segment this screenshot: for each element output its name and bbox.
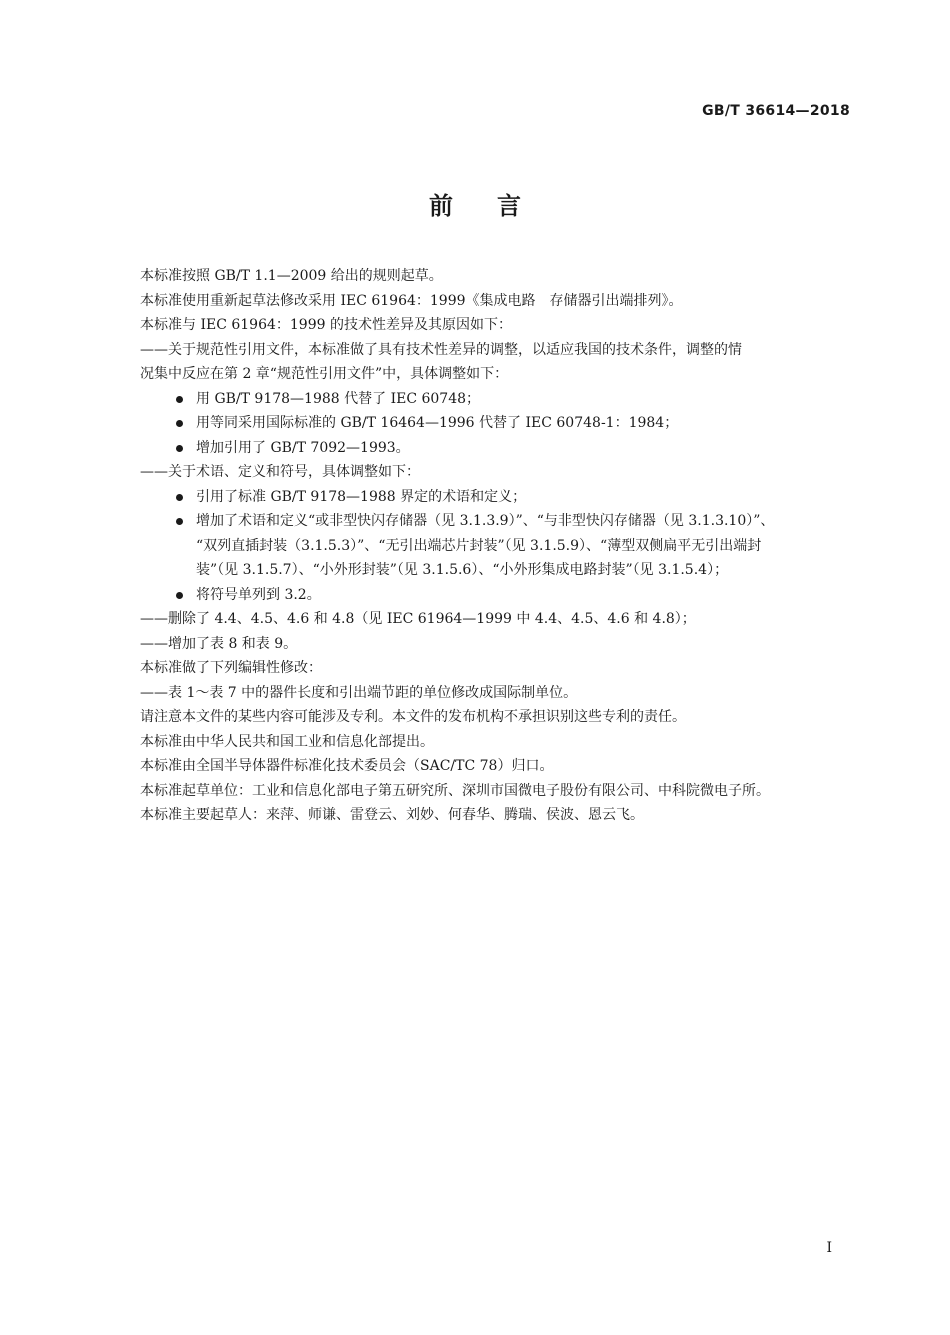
page-title: 前言 [429,192,565,220]
paragraph-drafting-units: 本标准起草单位：工业和信息化部电子第五研究所、深圳市国微电子股份有限公司、中科院微电子所。 [140,782,770,799]
paragraph-centralized-by: 本标准由全国半导体器件标准化技术委员会（SAC/TC 78）归口。 [140,758,554,774]
paragraph-drafting-rules: 本标准按照 GB/T 1.1—2009 给出的规则起草。 [140,268,443,284]
dash-item-normative-refs [112,338,857,387]
paragraph-proposed-by: 本标准由中华人民共和国工业和信息化部提出。 [140,733,434,750]
bullet-icon [176,592,183,599]
bullet-icon [176,396,183,403]
bullet-item [112,387,857,412]
bullet-text: 增加了术语和定义“或非型快闪存储器（见 3.1.3.9）”、“与非型快闪存储器（见 3.1.3.10）”、 [196,513,775,529]
paragraph-adoption: 本标准使用重新起草法修改采用 IEC 61964：1999《集成电路 存储器引出端排列》。 [140,292,683,309]
bullet-item [112,436,857,461]
paragraph-editorial: 本标准做了下列编辑性修改： [140,660,322,676]
bullet-icon [176,445,183,452]
standard-code: GB/T 36614—2018 [702,103,850,119]
bullet-text: 用等同采用国际标准的 GB/T 16464—1996 代替了 IEC 60748-1：1984； [196,415,679,431]
bullet-item [112,411,857,436]
bullet-icon [176,494,183,501]
paragraph-differences: 本标准与 IEC 61964：1999 的技术性差异及其原因如下： [140,317,512,333]
bullet-text: 装”（见 3.1.5.7）、“小外形封装”（见 3.1.5.6）、“小外形集成电路封装”（见 3.1.5.4）； [196,562,729,578]
bullet-icon [176,420,183,427]
bullet-text: 用 GB/T 9178—1988 代替了 IEC 60748； [196,390,481,407]
dash-item-terms: ——关于术语、定义和符号，具体调整如下： [140,464,420,480]
bullet-item [112,583,857,608]
bullet-item [112,509,857,583]
dash-item-line: ——关于规范性引用文件，本标准做了具有技术性差异的调整，以适应我国的技术条件，调整的情 [140,341,742,358]
bullet-text: “双列直插封装（3.1.5.3）”、“无引出端芯片封装”（见 3.1.5.9）、“薄型双侧扁平无引出端封 [196,537,762,554]
bullet-text: 将符号单列到 3.2。 [196,586,321,603]
bullet-icon [176,518,183,525]
bullet-text: 引用了标准 GB/T 9178—1988 界定的术语和定义； [196,488,527,505]
dash-item-line: 况集中反应在第 2 章“规范性引用文件”中，具体调整如下： [140,366,509,382]
paragraph-drafters: 本标准主要起草人：来萍、师谦、雷登云、刘妙、何春华、腾瑞、侯波、恩云飞。 [140,807,644,823]
paragraph-patent-notice: 请注意本文件的某些内容可能涉及专利。本文件的发布机构不承担识别这些专利的责任。 [140,709,686,725]
dash-item-added-tables: ——增加了表 8 和表 9。 [140,635,298,652]
page-number: I [826,1240,832,1256]
preface-body [112,264,857,828]
bullet-item [112,485,857,510]
dash-item-deleted: ——删除了 4.4、4.5、4.6 和 4.8（见 IEC 61964—1999 中 4.4、4.5、4.6 和 4.8）； [140,611,696,627]
bullet-text: 增加引用了 GB/T 7092—1993。 [196,439,410,456]
dash-item-units: ——表 1～表 7 中的器件长度和引出端节距的单位修改成国际制单位。 [140,684,578,701]
